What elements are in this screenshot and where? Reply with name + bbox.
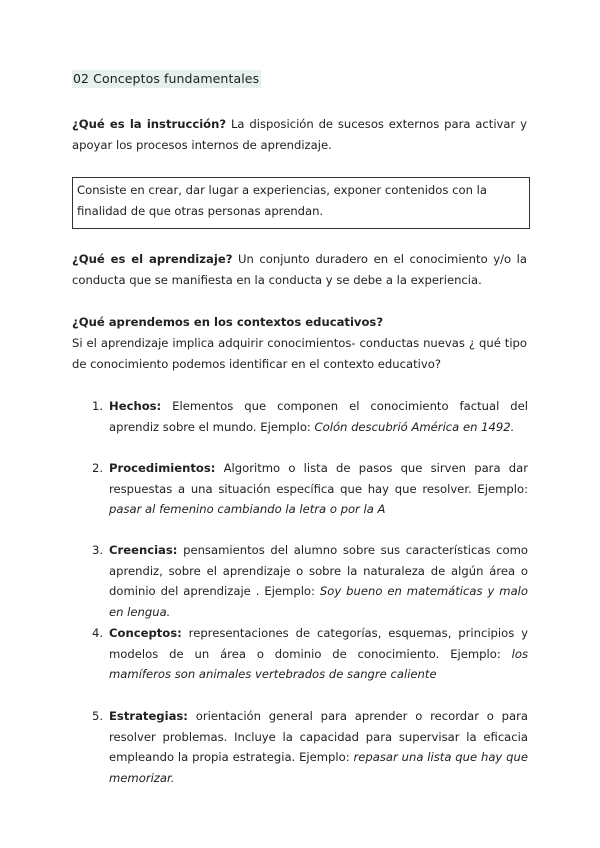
instruccion-paragraph <box>72 114 527 156</box>
list-item-example: los mamíferos son animales vertebrados de sangre caliente <box>109 646 528 681</box>
list-item-number: 1. <box>92 399 104 413</box>
list-item-example: Soy bueno en matemáticas y malo en lengua. <box>109 584 528 619</box>
aprendizaje-answer: Un conjunto duradero en el conocimiento y/o la conducta que se manifiesta en la conducta y se debe a la experiencia. <box>72 252 527 287</box>
aprendizaje-paragraph <box>72 249 527 291</box>
list-item-desc: representaciones de categorías, esquemas, principios y modelos de un área o dominio de conocimiento. Ejemplo: <box>109 626 528 661</box>
section-title: 02 Conceptos fundamentales <box>73 71 260 86</box>
list-item-term: Estrategias: <box>109 709 188 723</box>
list-item-term: Procedimientos: <box>109 461 216 475</box>
list-item-example: Colón descubrió América en 1492. <box>314 419 515 434</box>
list-item-desc: orientación general para aprender o recordar o para resolver problemas. Incluye la capacidad para supervisar la eficacia empleando la propia estrategia. Ejemplo: <box>109 709 528 764</box>
list-item <box>92 540 528 622</box>
list-item <box>92 458 528 520</box>
list-item-number: 3. <box>92 543 104 557</box>
list-item-desc: pensamientos del alumno sobre sus características como aprendiz, sobre el aprendizaje o sobre la naturaleza de algún área o dominio del aprendizaje . Ejemplo: <box>109 543 528 598</box>
list-item-number: 4. <box>92 626 104 640</box>
list-item <box>92 706 528 788</box>
list-item-term: Creencias: <box>109 543 178 557</box>
contextos-paragraph <box>72 312 527 375</box>
list-item-desc: Elementos que componen el conocimiento factual del aprendiz sobre el mundo. Ejemplo: <box>109 399 528 434</box>
definition-box-text: Consiste en crear, dar lugar a experiencias, exponer contenidos con la finalidad de que otras personas aprendan. <box>77 183 487 218</box>
list-item <box>92 396 528 437</box>
list-item <box>92 623 528 685</box>
list-item-number: 5. <box>92 709 104 723</box>
list-item-term: Hechos: <box>109 399 162 413</box>
list-item-number: 2. <box>92 461 104 475</box>
list-item-desc: Algoritmo o lista de pasos que sirven para dar respuestas a una situación específica que hay que resolver. Ejemplo: <box>109 461 528 496</box>
aprendizaje-question: ¿Qué es el aprendizaje? <box>72 252 233 266</box>
contextos-text: Si el aprendizaje implica adquirir conocimientos- conductas nuevas ¿ qué tipo de conocimiento podemos identificar en el contexto educativo? <box>72 336 527 371</box>
list-item-term: Conceptos: <box>109 626 182 640</box>
list-item-example: repasar una lista que hay que memorizar. <box>109 750 528 785</box>
instruccion-answer: La disposición de sucesos externos para activar y apoyar los procesos internos de aprendizaje. <box>72 117 527 152</box>
instruccion-question: ¿Qué es la instrucción? <box>72 117 227 131</box>
definition-box <box>72 177 530 229</box>
list-item-example: pasar al femenino cambiando la letra o por la A <box>109 502 386 516</box>
contextos-question: ¿Qué aprendemos en los contextos educativos? <box>72 315 384 329</box>
